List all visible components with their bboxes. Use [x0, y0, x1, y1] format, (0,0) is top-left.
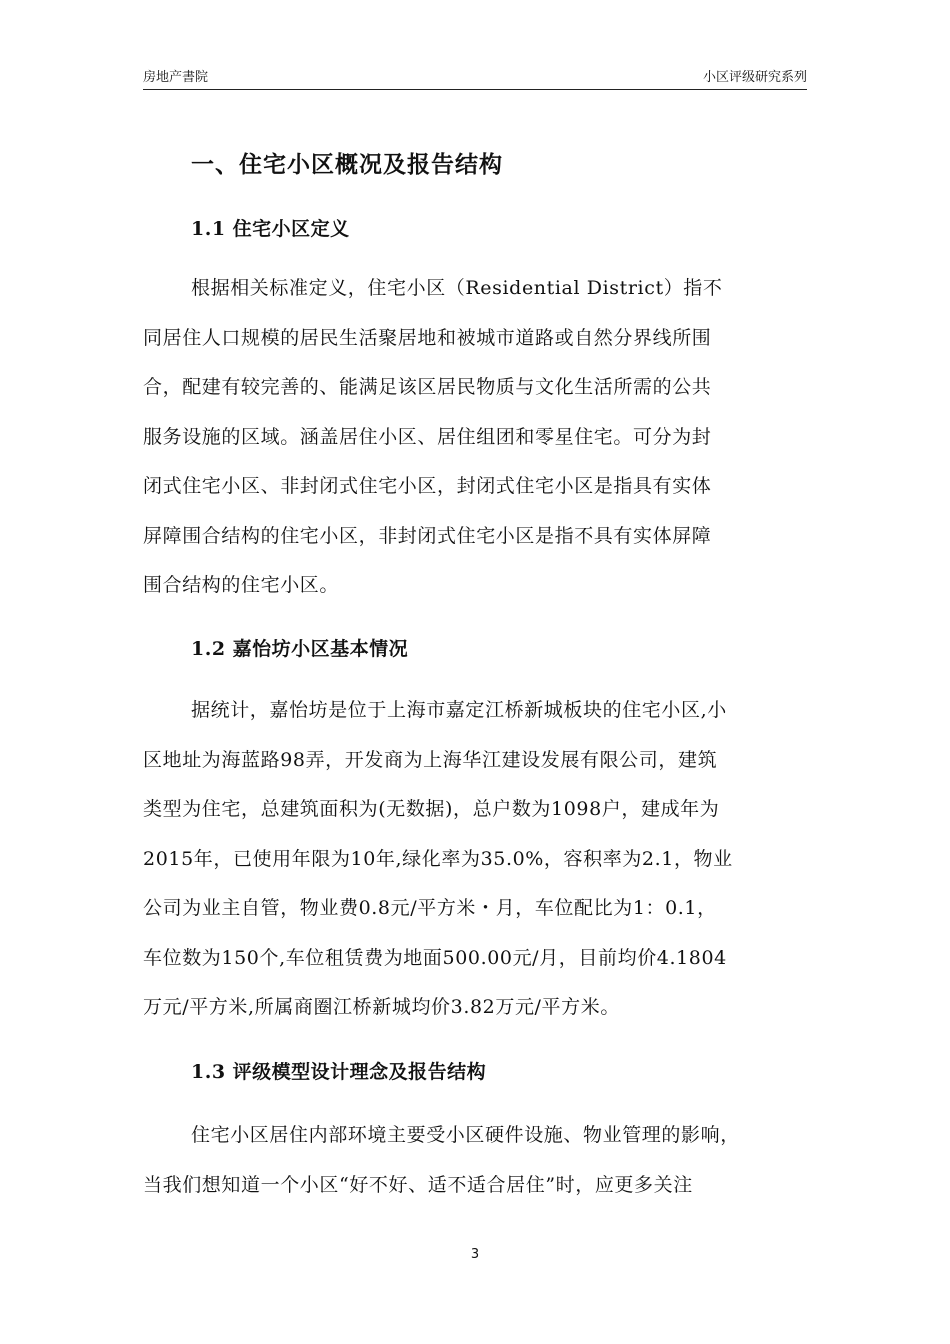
paragraph-definition	[143, 264, 807, 611]
subsection-title-1-3: 1.3 评级模型设计理念及报告结构	[191, 1061, 487, 1083]
paragraph-line: 同居住人口规模的居民生活聚居地和被城市道路或自然分界线所围	[143, 326, 712, 349]
subsection-title-1-1: 1.1 住宅小区定义	[191, 218, 350, 240]
page-number: 3	[470, 1247, 480, 1262]
paragraph-basic-info	[143, 686, 807, 1033]
paragraph-line: 住宅小区居住内部环境主要受小区硬件设施、物业管理的影响，	[191, 1124, 740, 1146]
paragraph-model-design	[143, 1111, 807, 1210]
paragraph-line: 围合结构的住宅小区。	[143, 574, 340, 596]
paragraph-line: 合，配建有较完善的、能满足该区居民物质与文化生活所需的公共	[143, 376, 712, 398]
paragraph-line: 根据相关标准定义，住宅小区（Residential District）指不	[191, 277, 723, 299]
paragraph-line: 车位数为150个,车位租赁费为地面500.00元/月，目前均价4.1804	[143, 946, 727, 969]
paragraph-line: 据统计，嘉怡坊是位于上海市嘉定江桥新城板块的住宅小区,小	[191, 699, 727, 721]
paragraph-line: 区地址为海蓝路98弄，开发商为上海华江建设发展有限公司，建筑	[143, 748, 718, 771]
subsection-title-1-2: 1.2 嘉怡坊小区基本情况	[191, 638, 409, 660]
paragraph-line: 闭式住宅小区、非封闭式住宅小区，封闭式住宅小区是指具有实体	[143, 475, 712, 497]
section-title: 一、住宅小区概况及报告结构	[191, 151, 503, 178]
paragraph-line: 2015年，已使用年限为10年,绿化率为35.0%，容积率为2.1，物业	[143, 847, 733, 870]
page-header	[143, 66, 807, 88]
paragraph-line: 万元/平方米,所属商圈江桥新城均价3.82万元/平方米。	[143, 996, 620, 1018]
paragraph-line: 屏障围合结构的住宅小区，非封闭式住宅小区是指不具有实体屏障	[143, 524, 712, 547]
header-publisher: 房地产書院	[143, 70, 209, 85]
paragraph-line: 公司为业主自管，物业费0.8元/平方米・月，车位配比为1：0.1，	[143, 897, 717, 919]
header-series-title: 小区评级研究系列	[702, 70, 807, 85]
paragraph-line: 服务设施的区域。涵盖居住小区、居住组团和零星住宅。可分为封	[143, 425, 712, 448]
paragraph-line: 当我们想知道一个小区“好不好、适不适合居住”时，应更多关注	[143, 1173, 693, 1196]
header-divider	[143, 89, 807, 90]
paragraph-line: 类型为住宅，总建筑面积为(无数据)，总户数为1098户，建成年为	[143, 798, 720, 820]
